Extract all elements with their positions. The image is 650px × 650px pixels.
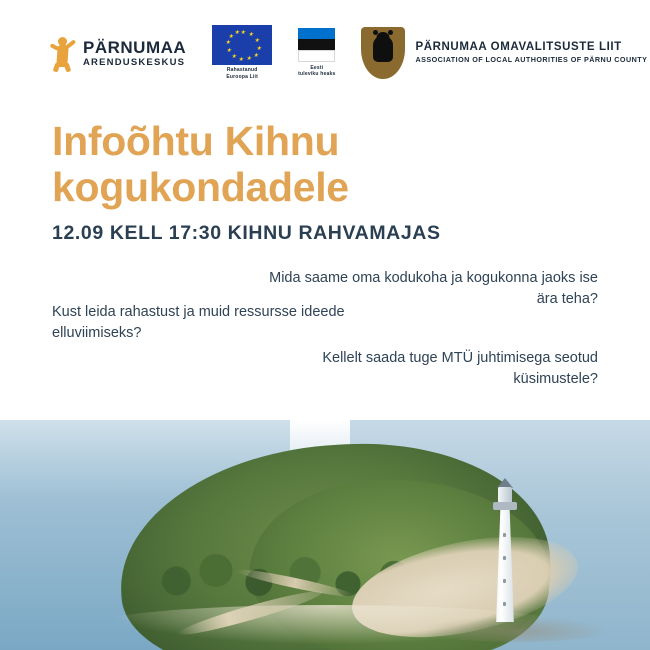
logo-european-union xyxy=(212,25,272,81)
logo-parnumaa-omavalitsuste-liit xyxy=(361,27,647,79)
eu-caption-line1: Rahastanud xyxy=(226,67,258,74)
island-photo xyxy=(0,420,650,650)
headline-line-2: kogukondadele xyxy=(52,164,349,211)
logo-estonia xyxy=(298,28,335,78)
estonia-flag-icon xyxy=(298,28,335,62)
lighthouse-icon xyxy=(486,474,524,622)
headline-line-1: Infoõhtu Kihnu xyxy=(52,118,340,164)
estonia-caption-line1: Eesti xyxy=(310,64,324,71)
event-datetime-location: 12.09 KELL 17:30 KIHNU RAHVAMAJAS xyxy=(52,222,441,244)
running-person-icon xyxy=(50,36,76,70)
logo-parnumaa-subtitle: ARENDUSKESKUS xyxy=(83,56,186,68)
question-3: Kellelt saada tuge MTÜ juhtimisega seotud küsimustele? xyxy=(322,350,598,388)
logo-parnumaa-title: PÄRNUMAA xyxy=(83,37,187,57)
parnumaa-coat-of-arms-icon xyxy=(361,27,405,79)
logo-bar xyxy=(50,26,647,80)
question-2: Kust leida rahastust ja muid ressursse ideede elluviimiseks? xyxy=(52,304,345,342)
logo-parnumaa-arenduskeskus xyxy=(50,36,186,70)
eu-flag-icon: ★ ★ ★ ★ ★ ★ ★ ★ ★ ★ ★ ★ xyxy=(212,25,272,65)
association-name-en: ASSOCIATION OF LOCAL AUTHORITIES OF PÄRNU COUNTY xyxy=(415,55,648,65)
question-1: Mida saame oma kodukoha ja kogukonna jaoks ise ära teha? xyxy=(269,270,598,308)
association-name-et: PÄRNUMAA OMAVALITSUSTE LIIT xyxy=(415,41,622,54)
page-title xyxy=(52,118,612,211)
eu-caption-line2: Euroopa Liit xyxy=(226,74,258,80)
estonia-caption-line2: tuleviku heaks xyxy=(298,71,336,78)
